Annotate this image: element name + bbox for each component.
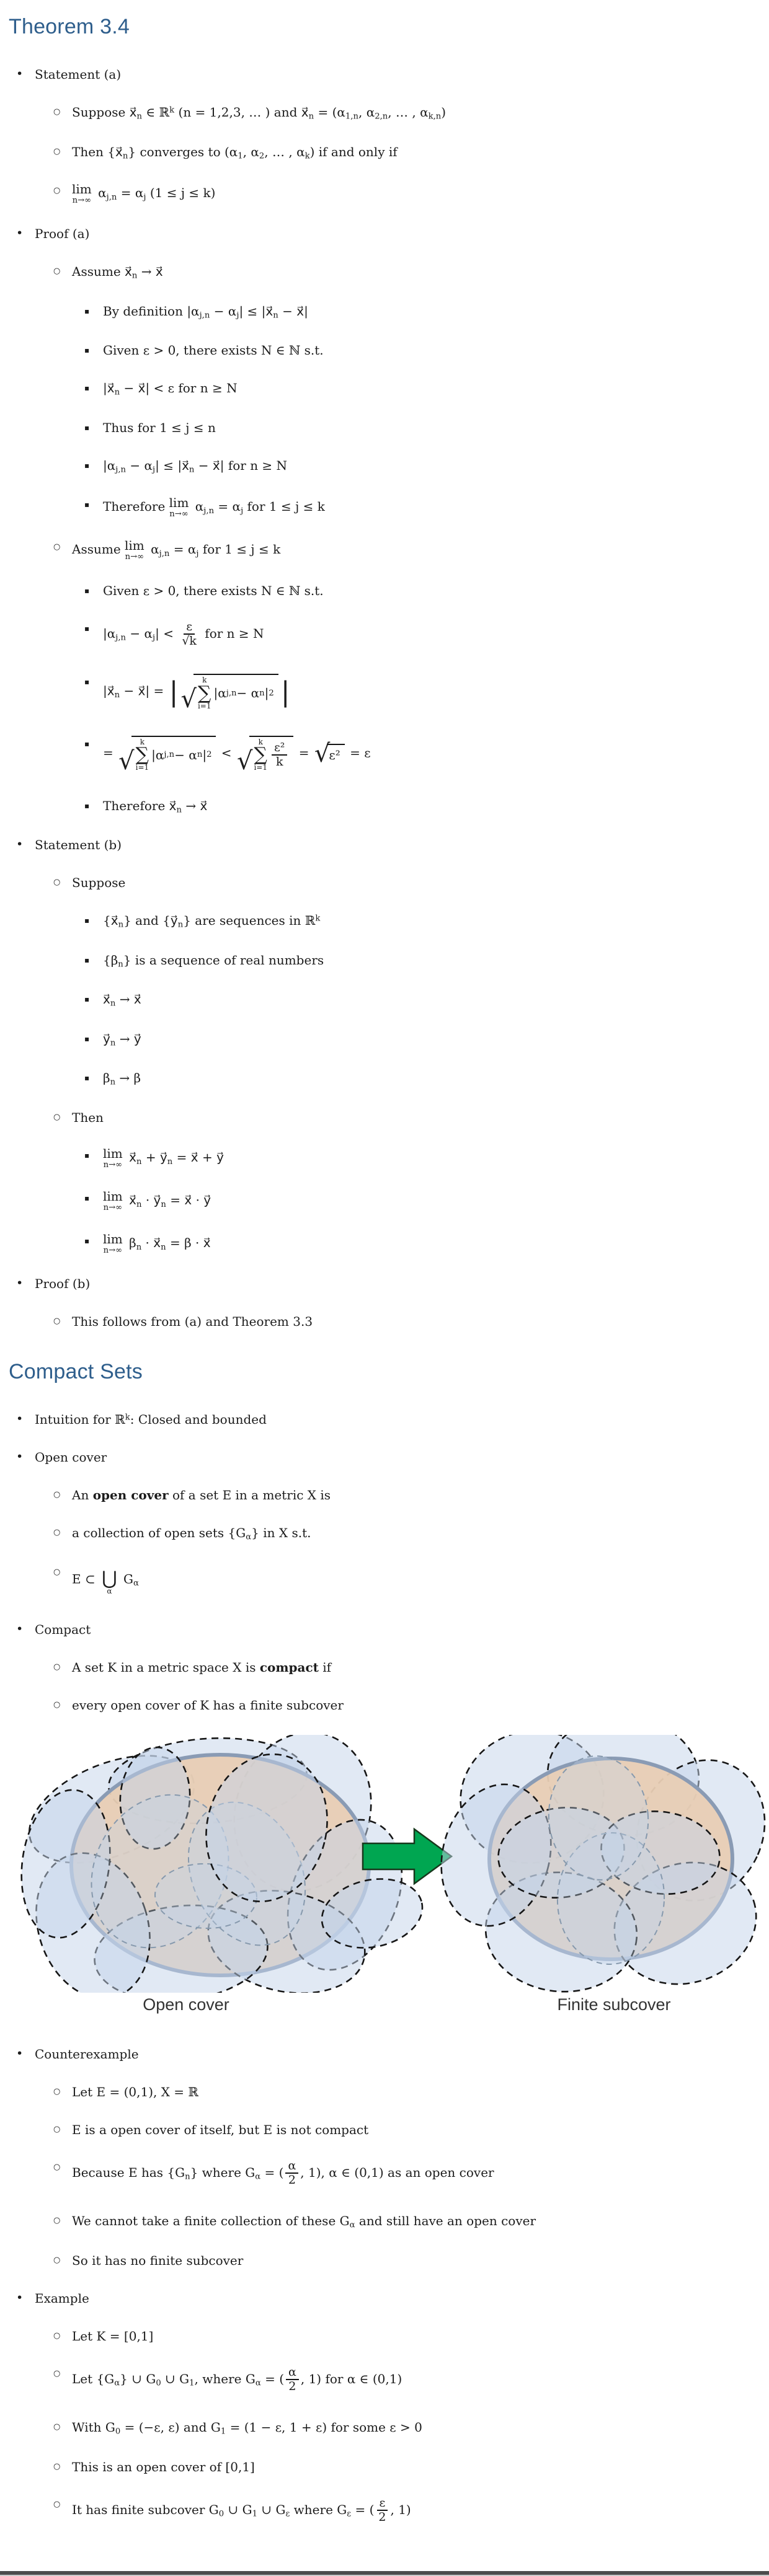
- figure-captions: [0, 1995, 769, 2025]
- list-item-text: Given ε > 0, there exists N ∈ ℕ s.t.: [103, 583, 324, 598]
- bullet-icon: ○: [53, 2331, 61, 2340]
- bullet-icon: ▪: [84, 1150, 90, 1160]
- bullet-icon: ○: [53, 2216, 61, 2226]
- bullet-icon: ▪: [84, 306, 90, 315]
- list-item-text: Counterexample: [35, 2046, 139, 2062]
- list-item-text: Then $\{x⃗_n\}$ converges to ($\alpha_1$, $\alpha_2$, … , $\alpha_k$) if and only if: [72, 144, 398, 161]
- list-item-text: Because E has $\{G_n\}$ where $G_\alpha$ = ( $\frac{\alpha}{2}$ , 1), α ∈ (0,1) as an open cover: [72, 2158, 494, 2187]
- list-item-text: $x⃗_n$ → x⃗: [103, 992, 141, 1008]
- bullet-icon: ▪: [84, 1034, 90, 1043]
- bullet-icon: ▪: [84, 995, 90, 1004]
- list-item: [0, 912, 769, 931]
- list-item: [0, 2497, 769, 2525]
- list-item: [0, 66, 769, 83]
- list-item-text: Then: [72, 1109, 104, 1125]
- section-heading-theorem: Theorem 3.4: [9, 15, 130, 38]
- list-item-text: Proof (a): [35, 226, 90, 242]
- bullet-icon: ▪: [84, 739, 90, 748]
- examples-list: [0, 2046, 769, 2525]
- list-item: [0, 1659, 769, 1676]
- list-item-text: $|x⃗_n$ − x⃗| < ε for n ≥ N: [103, 381, 238, 397]
- list-item-text: This is an open cover of [0,1]: [72, 2459, 255, 2474]
- compact-sets-list: [0, 1411, 769, 1713]
- list-item: [0, 303, 769, 322]
- list-item-text: Therefore $x⃗_n$ → x⃗: [103, 798, 208, 815]
- bullet-icon: ▪: [84, 1074, 90, 1083]
- bullet-icon: ○: [53, 2368, 61, 2378]
- list-item-text: Given ε > 0, there exists N ∈ ℕ s.t.: [103, 343, 324, 358]
- list-item-text: lim n→∞ $\alpha_{j,n} = \alpha_j$ (1 ≤ j ≤ k): [72, 182, 216, 205]
- list-item: [0, 1487, 769, 1504]
- list-item: [0, 420, 769, 436]
- bullet-icon: ○: [53, 2499, 61, 2509]
- list-item: [0, 1313, 769, 1330]
- list-item-text: An open cover of a set E in a metric X is: [72, 1488, 331, 1503]
- list-item: [0, 263, 769, 282]
- bullet-icon: ▪: [84, 1193, 90, 1202]
- bullet-icon: ▪: [84, 955, 90, 964]
- list-item: [0, 2084, 769, 2101]
- list-item-text: $\{x⃗_n\}$ and $\{y⃗_n\}$ are sequences in ℝ$^k$: [103, 913, 321, 930]
- list-item: [0, 183, 769, 205]
- bullet-icon: ○: [53, 542, 61, 552]
- bullet-icon: •: [16, 1450, 24, 1464]
- finite-subcover-cluster: [426, 1735, 769, 1993]
- bullet-icon: ○: [53, 2162, 61, 2172]
- list-item: [0, 1031, 769, 1049]
- bullet-icon: •: [16, 2290, 24, 2305]
- list-item-text: Compact: [35, 1621, 91, 1637]
- list-item-text: So it has no finite subcover: [72, 2252, 244, 2268]
- section-heading-compact-sets: Compact Sets: [9, 1360, 143, 1384]
- list-item-text: Let K = [0,1]: [72, 2328, 154, 2344]
- bullet-icon: ▪: [84, 916, 90, 925]
- list-item: [0, 1697, 769, 1714]
- list-item: [0, 539, 769, 561]
- list-item-text: This follows from (a) and Theorem 3.3: [72, 1314, 313, 1330]
- list-item-text: lim n→∞ $x⃗_n$ · $y⃗_n$ = x⃗ · y⃗: [103, 1188, 211, 1212]
- list-item: [0, 2459, 769, 2476]
- list-item-text: By definition $|\alpha_{j,n} - \alpha_j|$ ≤ $|x⃗_n$ − x⃗|: [103, 303, 308, 320]
- bullet-icon: ○: [53, 267, 61, 276]
- list-item: [0, 875, 769, 891]
- list-item: [0, 1233, 769, 1255]
- list-item-text: Assume $x⃗_n$ → x⃗: [72, 264, 163, 281]
- list-item: [0, 1147, 769, 1169]
- list-item: [0, 2290, 769, 2307]
- theorem-list: [0, 66, 769, 1330]
- list-item: [0, 1621, 769, 1638]
- list-item: [0, 1070, 769, 1088]
- bullet-icon: ▪: [84, 423, 90, 432]
- bullet-icon: ○: [53, 1112, 61, 1122]
- list-item: [0, 798, 769, 816]
- list-item-text: $\{\beta_n\}$ is a sequence of real numbers: [103, 952, 324, 969]
- list-item: [0, 1564, 769, 1595]
- list-item-text: Let $\{G_\alpha\}$ ∪ $G_0$ ∪ $G_1$, where $G_\alpha$ = ( $\frac{\alpha}{2}$ , 1) for α ∈ (0,1): [72, 2365, 402, 2393]
- list-item: [0, 1449, 769, 1466]
- bullet-icon: •: [16, 837, 24, 852]
- list-item-text: lim n→∞ $\beta_n$ · $x⃗_n = \beta$ · x⃗: [103, 1232, 211, 1256]
- bullet-icon: ○: [53, 186, 61, 195]
- bullet-icon: •: [16, 1621, 24, 1636]
- list-item: [0, 1190, 769, 1212]
- open-cover-label: Open cover: [143, 1995, 229, 2014]
- list-item: [0, 342, 769, 359]
- list-item: [0, 2328, 769, 2345]
- bullet-icon: ○: [53, 2255, 61, 2265]
- list-item-text: Assume lim n→∞ $\alpha_{j,n} = \alpha_j$ for 1 ≤ j ≤ k: [72, 538, 281, 562]
- list-item-text: We cannot take a finite collection of these $G_\alpha$ and still have an open cover: [72, 2213, 536, 2230]
- list-item-text: lim n→∞ $x⃗_n$ + $y⃗_n$ = x⃗ + y⃗: [103, 1145, 224, 1170]
- list-item-text: every open cover of K has a finite subcover: [72, 1697, 344, 1713]
- list-item-text: Example: [35, 2290, 89, 2306]
- bullet-icon: ○: [53, 2124, 61, 2134]
- list-item: [0, 2419, 769, 2438]
- bullet-icon: ▪: [84, 384, 90, 393]
- list-item: [0, 2213, 769, 2231]
- list-item: [0, 1525, 769, 1543]
- list-item-text: $\beta_n \to \beta$: [103, 1070, 141, 1087]
- list-item-text: Open cover: [35, 1450, 107, 1465]
- list-item: [0, 2252, 769, 2269]
- list-item: [0, 991, 769, 1010]
- bullet-icon: ○: [53, 1528, 61, 1538]
- bullet-icon: ○: [53, 1567, 61, 1577]
- list-item-text: $y⃗_n$ → y⃗: [103, 1031, 141, 1048]
- list-item-text: $|\alpha_{j,n} - \alpha_j|$ ≤ $|x⃗_n$ − x⃗| for n ≥ N: [103, 457, 288, 475]
- list-item: [0, 1276, 769, 1292]
- list-item-text: = √ k ∑ i=1 |α j,n − α n | 2 < √ k ∑ i=1 $\frac{\text{ε²}}{k}$ = √ ε² = ε: [103, 736, 769, 772]
- list-item-text: Statement (a): [35, 67, 122, 82]
- bullet-icon: ○: [53, 1490, 61, 1500]
- list-item: [0, 2366, 769, 2394]
- bullet-icon: •: [16, 1412, 24, 1426]
- cover-diagram-svg: [0, 1735, 769, 1993]
- list-item: [0, 736, 769, 775]
- list-item: [0, 104, 769, 123]
- bullet-icon: ○: [53, 2461, 61, 2471]
- list-item-text: $|\alpha_{j,n} - \alpha_j|$ < $\frac{\varepsilon}{√k}$ for n ≥ N: [103, 619, 264, 648]
- bullet-icon: •: [16, 226, 24, 240]
- list-item-text: It has finite subcover $G_0$ ∪ $G_1$ ∪ $G_\varepsilon$ where $G_\varepsilon$ = ( $\frac{\varepsilon}{2}$ , 1): [72, 2495, 411, 2524]
- list-item-text: a collection of open sets $\{G_\alpha\}$ in X s.t.: [72, 1525, 311, 1542]
- bullet-icon: ○: [53, 878, 61, 888]
- bullet-icon: ▪: [84, 624, 90, 633]
- list-item-text: E ⊂ ⋃ α $G_\alpha$: [72, 1568, 139, 1596]
- list-item: [0, 457, 769, 476]
- bullet-icon: ▪: [84, 346, 90, 355]
- list-item: [0, 674, 769, 713]
- list-item-text: Proof (b): [35, 1276, 91, 1292]
- bullet-icon: ▪: [84, 500, 90, 509]
- list-item-text: A set K in a metric space X is compact if: [72, 1659, 332, 1675]
- bottom-window-edge: [0, 2571, 769, 2576]
- list-item-text: Thus for 1 ≤ j ≤ n: [103, 420, 216, 435]
- bullet-icon: ○: [53, 107, 61, 117]
- list-item: [0, 620, 769, 648]
- list-item: [0, 583, 769, 599]
- bullet-icon: ○: [53, 1700, 61, 1709]
- list-item: [0, 1109, 769, 1126]
- list-item: [0, 1411, 769, 1428]
- list-item: [0, 2122, 769, 2138]
- list-item: [0, 952, 769, 971]
- bullet-icon: ▪: [84, 677, 90, 687]
- bullet-icon: ○: [53, 2422, 61, 2432]
- bullet-icon: •: [16, 2046, 24, 2060]
- bullet-icon: ▪: [84, 586, 90, 595]
- list-item-text: E is a open cover of itself, but E is not compact: [72, 2122, 369, 2137]
- list-item-text: Suppose: [72, 875, 126, 891]
- list-item-text: $|x⃗_n$ − x⃗| = | √ k ∑ i=1 |α j,n − α n | 2 |: [103, 674, 769, 710]
- list-item: [0, 144, 769, 162]
- list-item: [0, 496, 769, 518]
- list-item-text: Statement (b): [35, 837, 122, 853]
- bullet-icon: ▪: [84, 1237, 90, 1246]
- list-item: [0, 226, 769, 242]
- bullet-icon: ○: [53, 1662, 61, 1672]
- bullet-icon: •: [16, 1276, 24, 1290]
- bullet-icon: •: [16, 67, 24, 81]
- bullet-icon: ○: [53, 146, 61, 156]
- open-cover-diagram: [0, 1735, 769, 2025]
- list-item-text: With $G_0 = (-\varepsilon$, ε) and $G_1 = (1 - \varepsilon$, 1 + ε) for some ε > 0: [72, 2420, 422, 2437]
- bullet-icon: ▪: [84, 801, 90, 810]
- bullet-icon: ○: [53, 1317, 61, 1326]
- bullet-icon: ○: [53, 2086, 61, 2096]
- finite-subcover-label: Finite subcover: [557, 1995, 671, 2014]
- list-item: [0, 380, 769, 399]
- bullet-icon: ▪: [84, 461, 90, 470]
- list-item: [0, 837, 769, 854]
- list-item-text: Suppose $x⃗_n$ ∈ ℝ$^k$ (n = 1,2,3, … ) and $x⃗_n = (\alpha_{1,n}$, $\alpha_{2,n}$, … , $\alpha_{k,n}$): [72, 105, 447, 121]
- list-item-text: Intuition for ℝ$^k$: Closed and bounded: [35, 1412, 267, 1427]
- list-item: [0, 2046, 769, 2063]
- list-item-text: Therefore lim n→∞ $\alpha_{j,n} = \alpha_j$ for 1 ≤ j ≤ k: [103, 495, 325, 519]
- list-item: [0, 2159, 769, 2187]
- list-item-text: Let E = (0,1), X = ℝ: [72, 2084, 199, 2099]
